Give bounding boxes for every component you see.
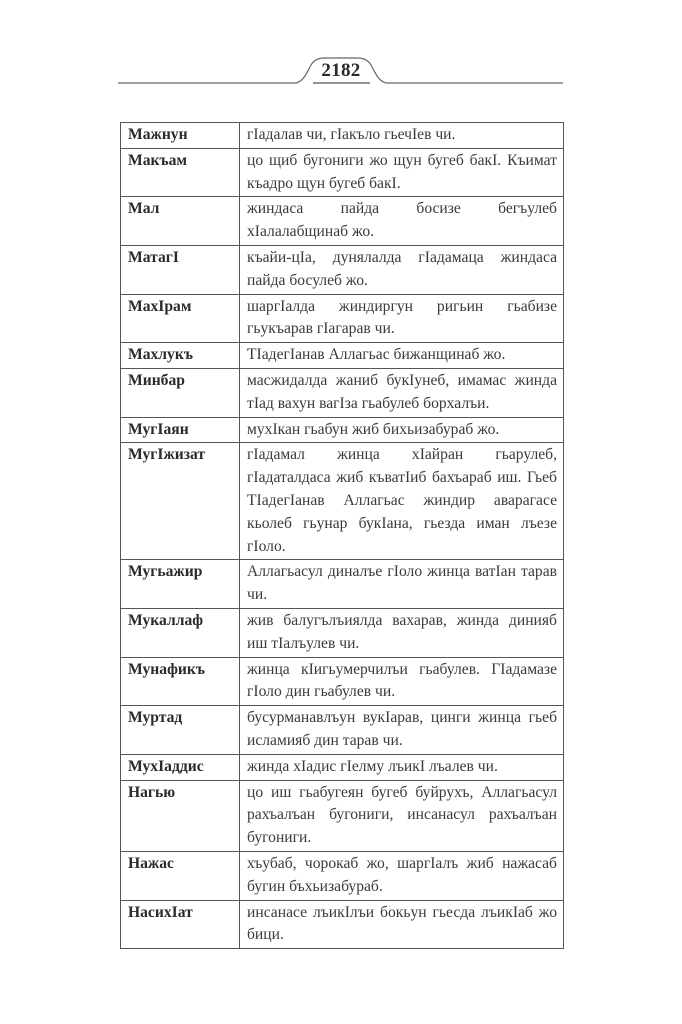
glossary-term: Минбар xyxy=(121,368,240,417)
glossary-term: Мукаллаф xyxy=(121,608,240,657)
glossary-term: Мунафикъ xyxy=(121,657,240,706)
glossary-table xyxy=(120,122,564,949)
glossary-row xyxy=(121,245,564,294)
glossary-term: Махлукъ xyxy=(121,343,240,369)
glossary-term: Макъам xyxy=(121,148,240,197)
glossary-row xyxy=(121,900,564,949)
glossary-definition: Аллагьасул диналъе гIоло жинца ватIан тарав чи. xyxy=(240,560,564,609)
glossary-row xyxy=(121,294,564,343)
glossary-definition: жинца кIигьумерчилъи гьабулев. ГIадамазе гIоло дин гьабулев чи. xyxy=(240,657,564,706)
glossary-row xyxy=(121,343,564,369)
glossary-term: Мал xyxy=(121,197,240,246)
glossary-definition: жиндаса пайда босизе бегъулеб хIалалабщинаб жо. xyxy=(240,197,564,246)
glossary-row xyxy=(121,417,564,443)
glossary-definition: бусурманавлъун вукIарав, цинги жинца гьеб исламияб дин тарав чи. xyxy=(240,706,564,755)
glossary-row xyxy=(121,368,564,417)
glossary-definition: цо иш гьабугеян бугеб буйрухъ, Аллагьасул рахъалъан бугониги, инсанасул рахъалъан бугониги. xyxy=(240,780,564,851)
glossary-row xyxy=(121,560,564,609)
glossary-row xyxy=(121,851,564,900)
glossary-row xyxy=(121,754,564,780)
glossary-definition: гIадамал жинца хIайран гьарулеб, гIадаталдаса жиб къватIиб бахъараб иш. Гьеб ТIадегIанав Аллагьас жиндир аварагасе кьолеб гьунар букIана, гьезда иман лъезе гIоло. xyxy=(240,443,564,560)
glossary-definition: цо щиб бугониги жо щун бугеб бакI. Къимат къадро щун бугеб бакI. xyxy=(240,148,564,197)
glossary-term: МатагI xyxy=(121,245,240,294)
glossary-row xyxy=(121,608,564,657)
glossary-term: МугIаян xyxy=(121,417,240,443)
glossary-term: Муртад xyxy=(121,706,240,755)
glossary-definition: жинда хIадис гIелму лъикI лъалев чи. xyxy=(240,754,564,780)
glossary-row xyxy=(121,780,564,851)
glossary-definition: ТIадегIанав Аллагьас бижанщинаб жо. xyxy=(240,343,564,369)
glossary-definition: гIадалав чи, гIакъло гьечIев чи. xyxy=(240,123,564,149)
glossary-term: МухIаддис xyxy=(121,754,240,780)
glossary-definition: къайи-цIа, дунялалда гIадамаца жиндаса пайда босулеб жо. xyxy=(240,245,564,294)
page-header-ornament xyxy=(0,0,682,100)
glossary-table-body xyxy=(121,123,564,949)
glossary-definition: мухIкан гьабун жиб бихьизабураб жо. xyxy=(240,417,564,443)
glossary-row xyxy=(121,443,564,560)
glossary-term: МахIрам xyxy=(121,294,240,343)
glossary-row xyxy=(121,657,564,706)
glossary-term: Мугьажир xyxy=(121,560,240,609)
glossary-term: Нажас xyxy=(121,851,240,900)
glossary-row xyxy=(121,197,564,246)
glossary-row xyxy=(121,148,564,197)
glossary-row xyxy=(121,706,564,755)
glossary-definition: шаргIалда жиндиргун ригьин гьабизе гьукъарав гIагарав чи. xyxy=(240,294,564,343)
glossary-term: НасихIат xyxy=(121,900,240,949)
glossary-row xyxy=(121,123,564,149)
glossary-term: МугIжизат xyxy=(121,443,240,560)
glossary-term: Нагью xyxy=(121,780,240,851)
page-number: 2182 xyxy=(321,60,361,81)
glossary-definition: жив балугълъиялда вахарав, жинда динияб иш тIалъулев чи. xyxy=(240,608,564,657)
glossary-definition: масжидалда жаниб букIунеб, имамас жинда тIад вахун вагIза гьабулеб борхалъи. xyxy=(240,368,564,417)
glossary-term: Мажнун xyxy=(121,123,240,149)
glossary-definition: хъубаб, чорокаб жо, шаргIалъ жиб нажасаб бугин бъхьизабураб. xyxy=(240,851,564,900)
glossary-definition: инсанасе лъикIлъи бокьун гьесда лъикIаб жо бици. xyxy=(240,900,564,949)
